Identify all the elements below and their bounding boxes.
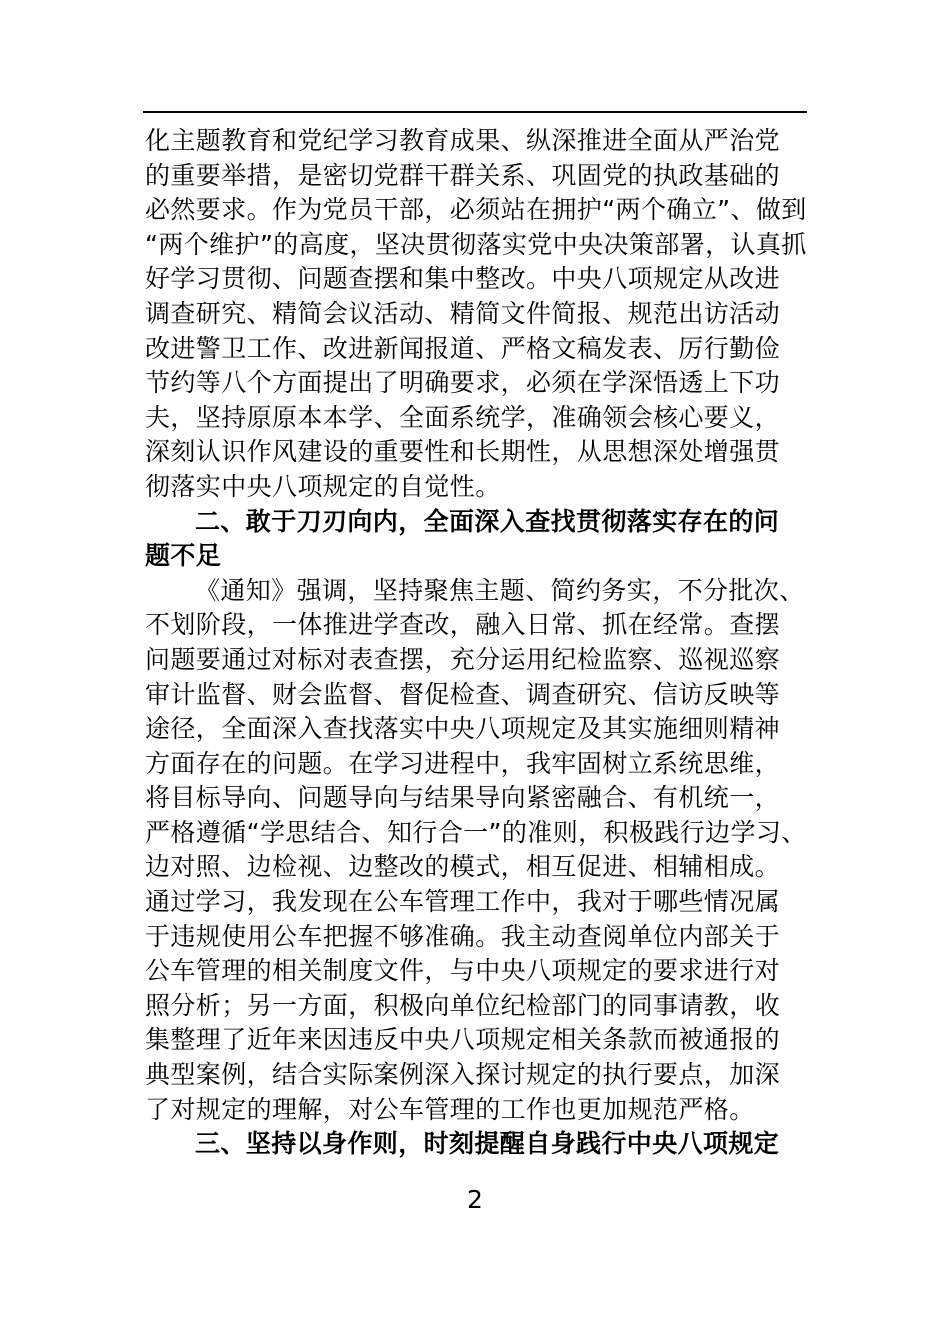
paragraph-line: 集整理了近年来因违反中央八项规定相关条款而被通报的 bbox=[145, 1025, 781, 1055]
paragraph-line: 调查研究、精简会议活动、精简文件简报、规范出访活动 bbox=[145, 298, 781, 328]
paragraph-line: 边对照、边检视、边整改的模式，相互促进、相辅相成。 bbox=[145, 852, 781, 882]
paragraph-line: 了对规定的理解，对公车管理的工作也更加规范严格。 bbox=[145, 1094, 755, 1124]
paragraph-line: 严格遵循“学思结合、知行合一”的准则，积极践行边学习、 bbox=[145, 817, 807, 847]
paragraph-line: 《通知》强调，坚持聚焦主题、简约务实，不分批次、 bbox=[195, 575, 805, 605]
paragraph-line: 深刻认识作风建设的重要性和长期性，从思想深处增强贯 bbox=[145, 437, 781, 467]
paragraph-line: 好学习贯彻、问题查摆和集中整改。中央八项规定从改进 bbox=[145, 264, 781, 294]
paragraph-line: 化主题教育和党纪学习教育成果、纵深推进全面从严治党 bbox=[145, 126, 781, 155]
paragraph-line: 公车管理的相关制度文件，与中央八项规定的要求进行对 bbox=[145, 956, 781, 986]
section-heading-3: 三、坚持以身作则，时刻提醒自身践行中央八项规定 bbox=[195, 1129, 780, 1159]
paragraph-line: “两个维护”的高度，坚决贯彻落实党中央决策部署，认真抓 bbox=[145, 229, 807, 259]
page-number: 2 bbox=[467, 1185, 483, 1214]
paragraph-line: 审计监督、财会监督、督促检查、调查研究、信访反映等 bbox=[145, 679, 781, 709]
paragraph-line: 问题要通过对标对表查摆，充分运用纪检监察、巡视巡察 bbox=[145, 644, 781, 674]
body-text bbox=[145, 124, 809, 1162]
paragraph-line: 将目标导向、问题导向与结果导向紧密融合、有机统一， bbox=[145, 783, 781, 813]
paragraph-line: 夫，坚持原原本本学、全面系统学，准确领会核心要义， bbox=[145, 402, 781, 432]
section-heading-2: 二、敢于刀刃向内，全面深入查找贯彻落实存在的问 bbox=[195, 506, 780, 536]
paragraph-line: 通过学习，我发现在公车管理工作中，我对于哪些情况属 bbox=[145, 887, 781, 917]
paragraph-line: 途径，全面深入查找落实中央八项规定及其实施细则精神 bbox=[145, 714, 781, 744]
paragraph-line: 方面存在的问题。在学习进程中，我牢固树立系统思维， bbox=[145, 748, 781, 778]
header-rule bbox=[143, 111, 807, 113]
paragraph-line: 的重要举措，是密切党群干群关系、巩固党的执政基础的 bbox=[145, 160, 781, 190]
paragraph-line: 节约等八个方面提出了明确要求，必须在学深悟透上下功 bbox=[145, 368, 781, 398]
paragraph-line: 于违规使用公车把握不够准确。我主动查阅单位内部关于 bbox=[145, 921, 781, 951]
paragraph-line: 照分析；另一方面，积极向单位纪检部门的同事请教，收 bbox=[145, 990, 781, 1020]
paragraph-line: 改进警卫工作、改进新闻报道、严格文稿发表、厉行勤俭 bbox=[145, 333, 781, 363]
paragraph-line: 彻落实中央八项规定的自觉性。 bbox=[145, 471, 501, 501]
paragraph-line: 必然要求。作为党员干部，必须站在拥护“两个确立”、做到 bbox=[145, 195, 807, 225]
section-heading-2-continuation: 题不足 bbox=[145, 541, 222, 571]
paragraph-line: 不划阶段，一体推进学查改，融入日常、抓在经常。查摆 bbox=[145, 610, 781, 640]
paragraph-line: 典型案例，结合实际案例深入探讨规定的执行要点，加深 bbox=[145, 1060, 781, 1090]
